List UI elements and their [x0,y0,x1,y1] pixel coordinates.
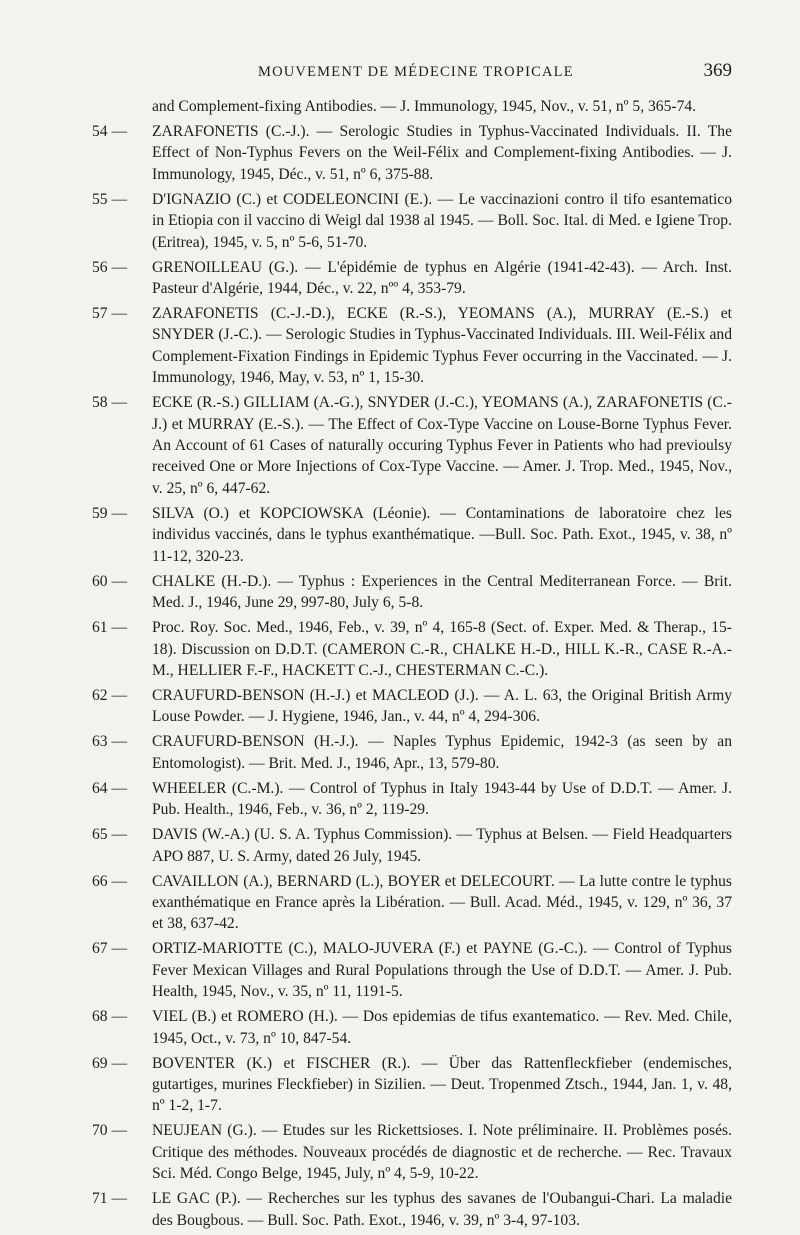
running-title: MOUVEMENT DE MÉDECINE TROPICALE [258,64,574,80]
bibliography-entry [92,731,732,774]
bibliography-entry [92,571,732,614]
bibliography-entry [92,503,732,567]
entry-number: 69 — [92,1054,128,1072]
entry-text: DAVIS (W.-A.) (U. S. A. Typhus Commission). — Typhus at Belsen. — Field Headquarters APO 887, U. S. Army, dated 26 July, 1945. [152,826,732,865]
bibliography-entry [92,121,732,185]
bibliography-entry [92,824,732,867]
entry-number: 60 — [92,572,128,590]
bibliography-entry [92,1188,732,1231]
entry-text: LE GAC (P.). — Recherches sur les typhus des savanes de l'Oubangui-Chari. La maladie des Bougbous. — Bull. Soc. Path. Exot., 1946, v. 39, nº 3-4, 97-103. [152,1190,732,1229]
bibliography-entry [92,1120,732,1184]
entry-number: 58 — [92,394,128,412]
entry-number: 67 — [92,940,128,958]
bibliography-entry [92,938,732,1002]
bibliography-entry [92,392,732,499]
bibliography-list [92,96,732,1235]
bibliography-entry [92,189,732,253]
entry-text: Proc. Roy. Soc. Med., 1946, Feb., v. 39, nº 4, 165-8 (Sect. of. Exper. Med. & Therap., 15-18). Discussion on D.D.T. (CAMERON C.-R., CHALKE H.-D., HILL K.-R., CASE R.-A.-M., HELLIER F.-F., HACKETT C.-J., CHESTERMAN C.-C.). [152,619,732,679]
entry-text: CAVAILLON (A.), BERNARD (L.), BOYER et DELECOURT. — La lutte contre le typhus exanthématique en France après la Libération. — Bull. Acad. Méd., 1945, v. 129, nº 36, 37 et 38, 637-42. [152,872,732,933]
entry-number: 59 — [92,504,128,522]
entry-number: 62 — [92,686,128,704]
entry-text: ORTIZ-MARIOTTE (C.), MALO-JUVERA (F.) et PAYNE (G.-C.). — Control of Typhus Fever Mexican Villages and Rural Populations through the Use of D.D.T. — Amer. J. Pub. Health, 1945, Nov., v. 35, nº 11, 1191-5. [152,940,732,1001]
entry-number: 54 — [92,123,128,140]
entry-text: NEUJEAN (G.). — Etudes sur les Rickettsioses. I. Note préliminaire. II. Problèmes posés. Critique des méthodes. Nouveaux procédés de diagnostic et de recherche. — Rec. Travaux Sci. Méd. Congo Belge, 1945, July, nº 4, 5-9, 10-22. [152,1122,732,1183]
bibliography-entry [92,871,732,935]
entry-number: 56 — [92,258,128,276]
entry-number: 61 — [92,619,128,637]
entry-text: CRAUFURD-BENSON (H.-J.). — Naples Typhus Epidemic, 1942-3 (as seen by an Entomologist). — Brit. Med. J., 1946, Apr., 13, 579-80. [152,733,732,772]
entry-number: 66 — [92,872,128,890]
entry-number: 68 — [92,1008,128,1026]
bibliography-entry [92,96,732,117]
bibliography-entry [92,257,732,300]
bibliography-entry [92,303,732,389]
entry-text: ZARAFONETIS (C.-J.-D.), ECKE (R.-S.), YEOMANS (A.), MURRAY (E.-S.) et SNYDER (J.-C.). — Serologic Studies in Typhus-Vaccinated Individuals. III. Weil-Félix and Complement-Fixation Findings in Epidemic Typhus Fever occurring in the Vaccinated. — J. Immunology, 1946, May, v. 53, nº 1, 15-30. [152,305,732,387]
entry-text: CRAUFURD-BENSON (H.-J.) et MACLEOD (J.). — A. L. 63, the Original British Army Louse Powder. — J. Hygiene, 1946, Jan., v. 44, nº 4, 294-306. [152,686,732,726]
entry-text: VIEL (B.) et ROMERO (H.). — Dos epidemias de tifus exantematico. — Rev. Med. Chile, 1945, Oct., v. 73, nº 10, 847-54. [152,1008,732,1047]
entry-number: 63 — [92,733,128,751]
entry-text: GRENOILLEAU (G.). — L'épidémie de typhus en Algérie (1941-42-43). — Arch. Inst. Pasteur d'Algérie, 1944, Déc., v. 22, nºº 4, 353-79. [152,258,732,298]
bibliography-entry [92,778,732,821]
entry-number: 71 — [92,1190,128,1208]
entry-number: 70 — [92,1122,128,1140]
entry-number: 64 — [92,779,128,797]
entry-text: and Complement-fixing Antibodies. — J. Immunology, 1945, Nov., v. 51, nº 5, 365-74. [152,98,697,115]
bibliography-entry [92,617,732,681]
bibliography-entry [92,1053,732,1117]
entry-text: D'IGNAZIO (C.) et CODELEONCINI (E.). — Le vaccinazioni contro il tifo esantematico in Etiopia con il vaccino di Weigl dal 1938 al 1945. — Boll. Soc. Ital. di Med. e Igiene Trop. (Eritrea), 1945, v. 5, nº 5-6, 51-70. [152,190,732,251]
entry-number: 65 — [92,826,128,844]
bibliography-entry [92,685,732,728]
entry-number: 55 — [92,190,128,208]
bibliography-entry [92,1006,732,1049]
entry-text: WHEELER (C.-M.). — Control of Typhus in Italy 1943-44 by Use of D.D.T. — Amer. J. Pub. Health., 1946, Feb., v. 36, nº 2, 119-29. [152,779,732,819]
page-number: 369 [703,60,732,81]
entry-text: SILVA (O.) et KOPCIOWSKA (Léonie). — Contaminations de laboratoire chez les individus vaccinés, dans le typhus exanthématique. —Bull. Soc. Path. Exot., 1945, v. 38, nº 11-12, 320-23. [152,504,732,565]
running-header [120,62,732,88]
entry-number: 57 — [92,305,128,323]
entry-text: ZARAFONETIS (C.-J.). — Serologic Studies in Typhus-Vaccinated Individuals. II. The Effect of Non-Typhus Fevers on the Weil-Félix and Complement-fixing Antibodies. — J. Immunology, 1945, Déc., v. 51, nº 6, 375-88. [152,123,732,183]
entry-text: BOVENTER (K.) et FISCHER (R.). — Über das Rattenfleckfieber (endemisches, gutartiges, murines Fleckfieber) in Sizilien. — Deut. Tropenmed Ztsch., 1944, Jan. 1, v. 48, nº 1-2, 1-7. [152,1054,732,1115]
entry-text: CHALKE (H.-D.). — Typhus : Experiences in the Central Mediterranean Force. — Brit. Med. J., 1946, June 29, 997-80, July 6, 5-8. [152,572,732,612]
entry-text: ECKE (R.-S.) GILLIAM (A.-G.), SNYDER (J.-C.), YEOMANS (A.), ZARAFONETIS (C.-J.) et MURRAY (E.-S.). — The Effect of Cox-Type Vaccine on Louse-Borne Typhus Fever. An Account of 61 Cases of naturally occuring Typhus Fever in Patients who had previoulsy received One or More Injections of Cox-Type Vaccine. — Amer. J. Trop. Med., 1945, Nov., v. 25, nº 6, 447-62. [152,394,732,497]
